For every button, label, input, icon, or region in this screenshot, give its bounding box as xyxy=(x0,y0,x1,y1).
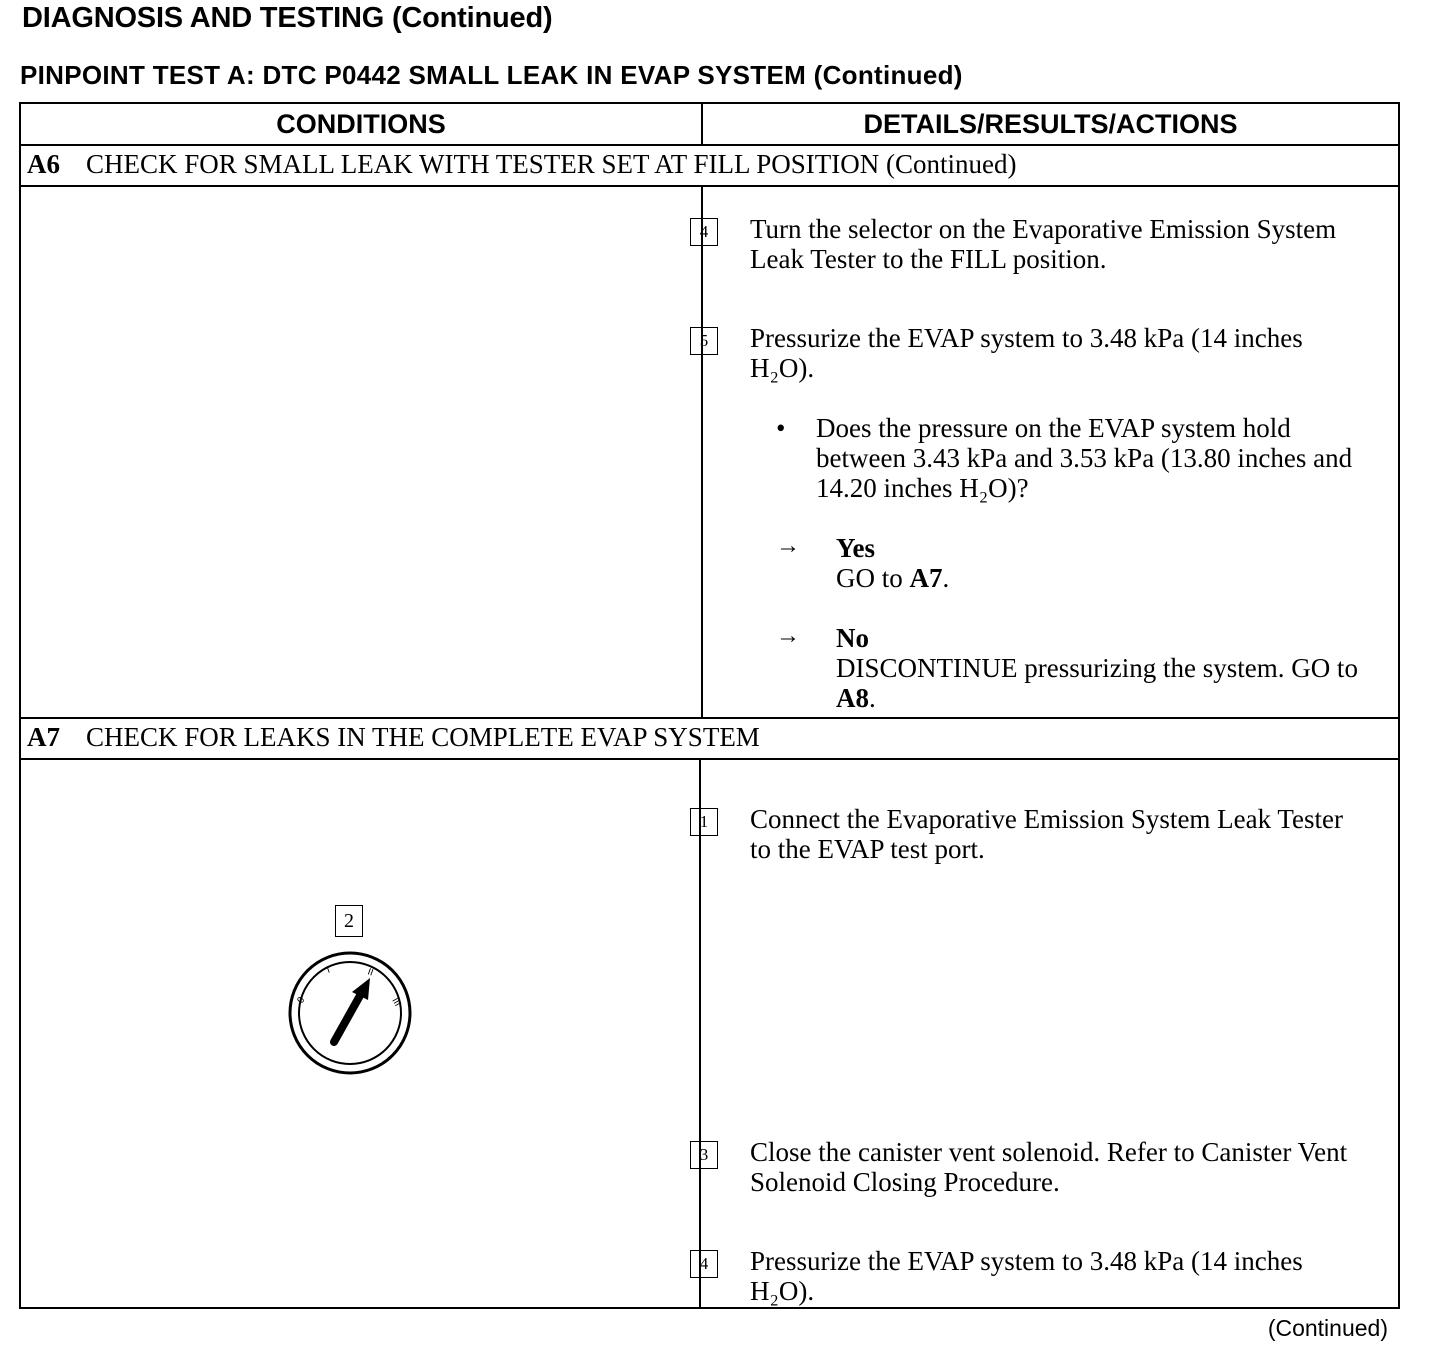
result-reference: A8 xyxy=(836,683,869,713)
punctuation: . xyxy=(942,563,950,593)
section-title-a7 xyxy=(27,722,760,753)
section-title-a6 xyxy=(27,149,1017,180)
step-text: Connect the Evaporative Emission System Leak Tester to the EVAP test port. xyxy=(750,804,1343,864)
step-text: Close the canister vent solenoid. Refer to Canister Vent Solenoid Closing Procedure. xyxy=(750,1137,1348,1197)
divider xyxy=(21,144,1398,146)
step-item xyxy=(690,1137,1370,1199)
step-number-box: 5 xyxy=(690,327,718,355)
details-column-header: DETAILS/RESULTS/ACTIONS xyxy=(863,109,1238,139)
step-item xyxy=(690,1246,1370,1308)
conditions-column-header: CONDITIONS xyxy=(276,109,446,139)
svg-text:I: I xyxy=(325,965,332,976)
question-text: Does the pressure on the EVAP system hold between 3.43 kPa and 3.53 kPa (13.80 inches and 14.20 inches H₂O)? xyxy=(816,413,1353,503)
page-title: DIAGNOSIS AND TESTING (Continued) xyxy=(22,2,553,34)
bullet-icon: • xyxy=(776,413,786,443)
svg-text:0: 0 xyxy=(295,995,308,1006)
question-bullet xyxy=(758,413,1368,505)
continued-note: (Continued) xyxy=(1267,1315,1388,1341)
section-id: A7 xyxy=(27,722,60,752)
result-action: GO to xyxy=(836,563,910,593)
result-yes xyxy=(758,533,1388,595)
divider xyxy=(21,758,1398,760)
result-answer: Yes xyxy=(836,533,875,563)
result-no xyxy=(758,623,1388,715)
step-number-box: 1 xyxy=(690,808,718,836)
result-answer: No xyxy=(836,623,869,653)
arrow-right-icon: → xyxy=(776,533,800,559)
punctuation: . xyxy=(869,683,876,713)
step-number-box: 3 xyxy=(690,1141,718,1169)
step-number-box: 4 xyxy=(690,1250,718,1278)
step-text: Pressurize the EVAP system to 3.48 kPa (14 inches H₂O). xyxy=(750,323,1303,383)
step-item xyxy=(690,323,1370,385)
divider xyxy=(21,717,1398,719)
svg-text:II: II xyxy=(365,967,375,979)
step-number-box: 4 xyxy=(690,218,718,246)
pinpoint-test-title: PINPOINT TEST A: DTC P0442 SMALL LEAK IN EVAP SYSTEM (Continued) xyxy=(20,60,963,90)
section-title-text: CHECK FOR LEAKS IN THE COMPLETE EVAP SYSTEM xyxy=(86,722,760,752)
step-text: Pressurize the EVAP system to 3.48 kPa (14 inches H₂O). xyxy=(750,1246,1303,1306)
section-id: A6 xyxy=(27,149,60,179)
ignition-switch-dial-icon xyxy=(282,938,418,1078)
step-text: Turn the selector on the Evaporative Emission System Leak Tester to the FILL position. xyxy=(750,214,1337,274)
result-reference: A7 xyxy=(909,563,943,593)
step-item xyxy=(690,804,1370,866)
divider xyxy=(701,104,703,144)
illustration-step-box: 2 xyxy=(335,905,363,937)
divider xyxy=(21,185,1398,187)
arrow-right-icon: → xyxy=(776,623,800,649)
result-action: DISCONTINUE pressurizing the system. GO to xyxy=(836,653,1358,683)
svg-text:III: III xyxy=(389,996,403,1009)
section-title-text: CHECK FOR SMALL LEAK WITH TESTER SET AT FILL POSITION (Continued) xyxy=(86,149,1017,179)
step-item xyxy=(690,214,1370,276)
